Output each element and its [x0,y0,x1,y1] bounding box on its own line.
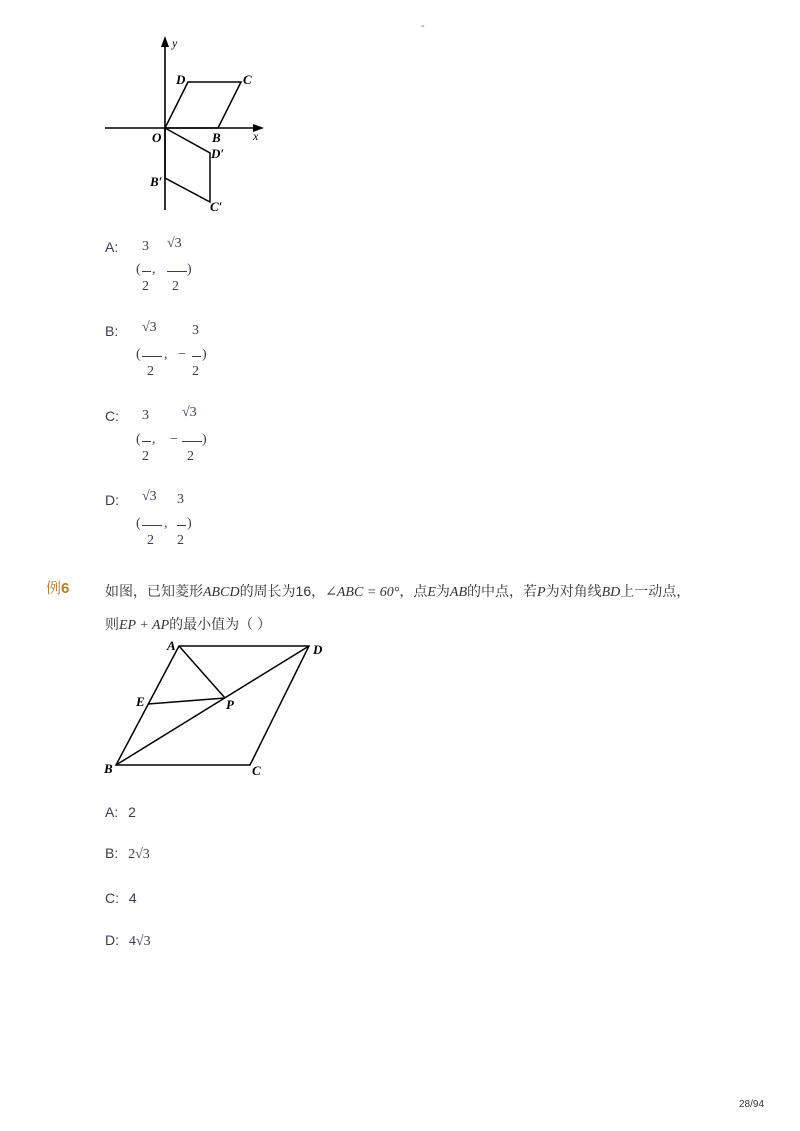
q-text: 为对角线 [545,583,602,599]
parallelogram-obcd [165,82,241,128]
denominator-1: 2 [147,533,154,548]
q-math: EP + AP [119,618,170,633]
option-value: 4 [128,890,137,906]
numerator-2: √3 [182,405,197,420]
denominator-2: 2 [187,449,194,464]
label-p: P [226,697,234,712]
label-y: y [172,36,178,50]
q-text: 的最小值为（ ） [169,616,272,632]
segment-ap [179,646,225,698]
q-text: 的中点，若 [467,583,538,599]
comma: , [152,432,156,447]
fraction-bar-2 [192,356,201,357]
question-line-2 [105,614,271,634]
denominator-1: 2 [142,449,149,464]
option-label: B: [105,323,119,339]
q-text: 如图，已知菱形 [105,583,203,599]
option-label: A: [105,804,119,820]
label-d-prime: D′ [211,146,225,161]
ex6-option-a[interactable] [105,804,136,820]
label-b: B [212,130,221,145]
q-text: 则 [105,616,119,632]
ex6-option-c[interactable] [105,890,137,906]
option-label: D: [105,932,119,948]
ex6-option-b[interactable] [105,845,150,863]
paren-left: ( [136,347,141,362]
label-o: O [152,130,162,145]
paren-left: ( [136,262,141,277]
example-tag-number: 6 [61,580,70,597]
fraction-bar-2 [177,525,186,526]
page-number: 28/94 [739,1099,765,1110]
question-line-1 [105,581,690,601]
option-label: A: [105,239,119,255]
numerator-2: 3 [192,323,199,338]
paren-right: ) [187,262,192,277]
q-math: E [427,585,436,600]
ex6-option-d[interactable] [105,932,151,950]
numerator-2: √3 [167,236,182,251]
sign-2: − [170,432,178,447]
fraction-bar-1 [142,525,162,526]
numerator-1: √3 [142,320,157,335]
label-d: D [176,72,186,87]
example-tag-prefix: 例 [46,580,62,597]
denominator-2: 2 [177,533,184,548]
q-math: AB [449,585,468,600]
y-axis-arrow [161,36,169,47]
numerator-1: 3 [142,408,149,423]
q-math: ABCD [203,585,240,600]
option-value: 4√3 [128,934,151,949]
sign-2: − [178,347,186,362]
paren-right: ) [202,347,207,362]
option-label: D: [105,492,119,508]
fraction-bar-1 [142,356,162,357]
option-label: C: [105,408,119,424]
option-label: C: [105,890,119,906]
paren-left: ( [136,432,141,447]
option-value: 2√3 [128,847,150,862]
numerator-2: 3 [177,492,184,507]
label-a: A [167,638,176,653]
example-tag [46,577,69,598]
comma: , [152,262,156,277]
parallelogram-rotated [165,128,210,202]
paren-right: ) [187,516,192,531]
option-value: 2 [128,804,136,820]
paren-right: ) [202,432,207,447]
numerator-1: √3 [142,489,157,504]
q-text: 的周长为16， [239,583,326,599]
label-b-prime: B′ [150,174,163,189]
header-dash: - [421,20,425,32]
fraction-bar-2 [167,271,187,272]
q-text: 为 [435,583,450,599]
denominator-2: 2 [172,279,179,294]
denominator-1: 2 [142,279,149,294]
paren-left: ( [136,516,141,531]
label-c: C [243,72,252,87]
label-c: C [252,763,261,778]
fraction-bar-1 [142,441,151,442]
segment-ep [148,698,225,704]
q-text: 上一动点， [620,583,691,599]
q-math: BD [601,585,621,600]
fraction-bar-1 [142,271,151,272]
comma: , [164,516,168,531]
option-label: B: [105,845,119,861]
label-b: B [104,761,113,776]
label-e: E [136,694,145,709]
q-math: ∠ABC = 60° [325,585,400,600]
fraction-bar-2 [182,441,202,442]
denominator-2: 2 [192,364,199,379]
rhombus-figure [100,636,335,781]
coordinate-figure [100,34,275,219]
numerator-1: 3 [142,239,149,254]
q-math: P [537,585,546,600]
label-c-prime: C′ [210,199,223,214]
denominator-1: 2 [147,364,154,379]
label-d: D [313,642,323,657]
label-x: x [253,129,259,143]
q-text: ，点 [399,583,428,599]
comma: , [164,347,168,362]
